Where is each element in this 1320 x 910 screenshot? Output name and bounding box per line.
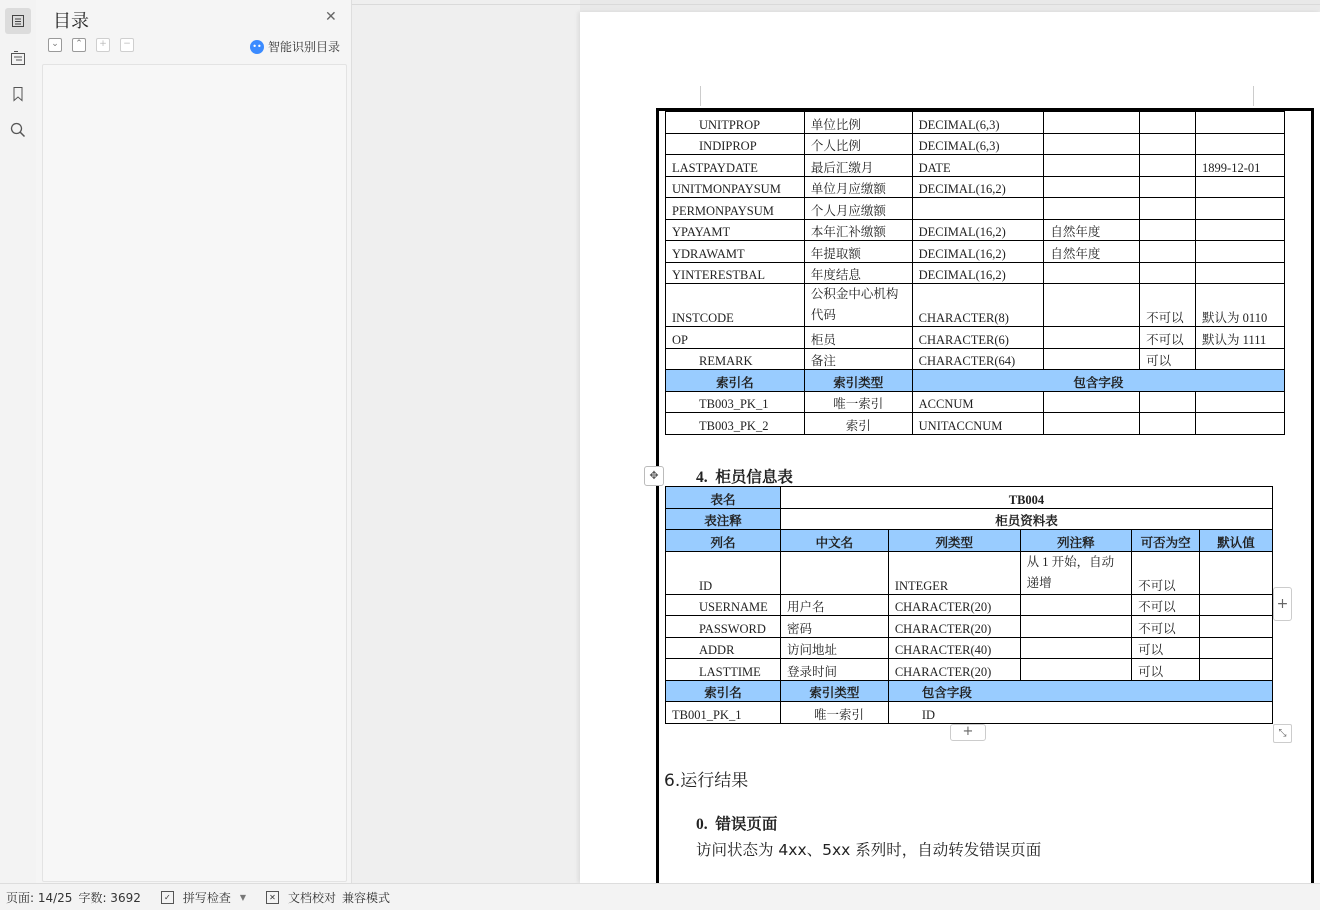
table-cell[interactable]: CHARACTER(8) (912, 284, 1044, 327)
table-cell[interactable]: DECIMAL(16,2) (912, 176, 1044, 198)
table-cell[interactable]: 密码 (780, 616, 888, 638)
table-cell[interactable] (1140, 219, 1196, 241)
column-name-cell[interactable]: LASTTIME (666, 659, 781, 681)
table-cell[interactable]: 不可以 (1140, 284, 1196, 327)
column-name-cell[interactable]: LASTPAYDATE (666, 155, 805, 177)
table-row (666, 616, 1273, 638)
smart-toc-icon: •• (250, 40, 264, 54)
header-cell[interactable]: 包含字段 (888, 680, 1272, 702)
table-cell[interactable] (1140, 112, 1196, 134)
smart-toc-label: 智能识别目录 (268, 40, 341, 54)
table-comment-label: 表注释 (666, 508, 781, 530)
table-cell[interactable]: 自然年度 (1044, 241, 1140, 263)
table-cell[interactable] (1020, 594, 1132, 616)
table-cell[interactable] (1200, 551, 1273, 594)
table-cell[interactable]: 不可以 (1132, 594, 1200, 616)
column-name-cell[interactable]: YINTERESTBAL (666, 262, 805, 284)
table-row (666, 659, 1273, 681)
table-cell[interactable] (1196, 176, 1285, 198)
table-row (666, 284, 1285, 327)
checkbox-icon: ✓ (161, 891, 174, 904)
column-name-cell[interactable]: UNITPROP (666, 112, 805, 134)
index-field-cell[interactable]: ID (888, 702, 1272, 724)
table-cell[interactable] (1140, 241, 1196, 263)
section-number: 4. (696, 469, 708, 486)
proofread-icon: ✕ (266, 891, 279, 904)
proofread-button[interactable] (260, 889, 336, 906)
table-cell[interactable] (1200, 637, 1273, 659)
table-cell[interactable]: CHARACTER(20) (888, 659, 1020, 681)
table-cell[interactable] (1196, 262, 1285, 284)
table-cell[interactable] (1044, 262, 1140, 284)
table-cell[interactable]: 公积金中心机构代码 (804, 284, 912, 327)
table-cell[interactable] (1044, 413, 1140, 435)
table-row (666, 348, 1285, 370)
table-cell[interactable] (1020, 637, 1132, 659)
table-cell[interactable] (1140, 262, 1196, 284)
table-cell[interactable]: 个人比例 (804, 133, 912, 155)
page-indicator[interactable]: 页面: 14/25 (6, 890, 73, 905)
table-cell[interactable]: 可以 (1132, 637, 1200, 659)
table-cell[interactable]: DATE (912, 155, 1044, 177)
column-name-cell[interactable]: USERNAME (666, 594, 781, 616)
table-cell[interactable]: DECIMAL(6,3) (912, 133, 1044, 155)
table-cell[interactable] (1196, 348, 1285, 370)
column-header-row (666, 530, 1273, 552)
table-cell[interactable] (1140, 391, 1196, 413)
compat-mode[interactable]: 兼容模式 (342, 890, 391, 905)
smart-toc-button[interactable] (250, 38, 340, 55)
table-cell[interactable] (780, 551, 888, 594)
table-cell[interactable]: 登录时间 (780, 659, 888, 681)
table-cell[interactable] (1196, 413, 1285, 435)
header-cell[interactable]: 列类型 (888, 530, 1020, 552)
page-corner-mark (1253, 86, 1254, 106)
table-cell[interactable]: 备注 (804, 348, 912, 370)
header-cell[interactable]: 列注释 (1020, 530, 1132, 552)
table-cell[interactable] (1044, 155, 1140, 177)
table-row (666, 155, 1285, 177)
status-bar (0, 883, 1320, 910)
proofread-label: 文档校对 (288, 890, 337, 905)
heading-run-results: 6.运行结果 (664, 771, 749, 791)
body-paragraph: 访问状态为 4xx、5xx 系列时，自动转发错误页面 (696, 841, 1042, 859)
table-cell[interactable] (1200, 616, 1273, 638)
table-cell[interactable]: DECIMAL(16,2) (912, 219, 1044, 241)
table-cell[interactable]: CHARACTER(64) (912, 348, 1044, 370)
table-row (666, 241, 1285, 263)
column-name-cell[interactable]: REMARK (666, 348, 805, 370)
section-heading (696, 812, 777, 834)
table-cell[interactable] (1044, 284, 1140, 327)
table-cell[interactable]: DECIMAL(6,3) (912, 112, 1044, 134)
table-row (666, 176, 1285, 198)
column-name-cell[interactable]: ADDR (666, 637, 781, 659)
table-row (666, 219, 1285, 241)
header-cell[interactable]: 索引名 (666, 680, 781, 702)
table-cell[interactable]: CHARACTER(20) (888, 616, 1020, 638)
table-cell[interactable]: DECIMAL(16,2) (912, 262, 1044, 284)
table-cell[interactable]: 不可以 (1132, 616, 1200, 638)
column-name-cell[interactable]: INSTCODE (666, 284, 805, 327)
table-cell[interactable] (1196, 133, 1285, 155)
table-move-handle-icon[interactable]: ✥ (644, 466, 664, 486)
table-cell[interactable]: CHARACTER(40) (888, 637, 1020, 659)
table-cell[interactable]: 访问地址 (780, 637, 888, 659)
table-row (666, 391, 1285, 413)
table-cell[interactable] (1196, 219, 1285, 241)
header-cell[interactable]: 可否为空 (1132, 530, 1200, 552)
header-cell[interactable]: 索引类型 (780, 680, 888, 702)
table-cell[interactable] (1044, 327, 1140, 349)
table-cell[interactable] (1020, 659, 1132, 681)
table-row (666, 112, 1285, 134)
index-name-cell[interactable]: TB001_PK_1 (666, 702, 781, 724)
word-count[interactable]: 字数: 3692 (78, 890, 141, 905)
column-name-cell[interactable]: YDRAWAMT (666, 241, 805, 263)
table-cell[interactable]: DECIMAL(16,2) (912, 241, 1044, 263)
table-cell[interactable]: 单位月应缴额 (804, 176, 912, 198)
table-cell[interactable]: 用户名 (780, 594, 888, 616)
section-heading (696, 465, 793, 487)
table-cell[interactable]: 默认为 1111 (1196, 327, 1285, 349)
section-title: 柜员信息表 (715, 468, 793, 486)
table-cell[interactable] (1044, 348, 1140, 370)
table-cell[interactable] (1044, 133, 1140, 155)
add-row-icon[interactable]: + (950, 724, 986, 741)
table-cell[interactable] (1020, 616, 1132, 638)
table-cell[interactable]: 不可以 (1132, 551, 1200, 594)
table-cell[interactable] (1140, 198, 1196, 220)
table-row (666, 327, 1285, 349)
table-row (666, 133, 1285, 155)
table-cell[interactable] (1196, 112, 1285, 134)
page-corner-mark (700, 86, 701, 106)
spell-check-button[interactable] (155, 889, 246, 906)
table-cell[interactable] (1200, 659, 1273, 681)
index-name-cell[interactable]: TB003_PK_2 (666, 413, 805, 435)
table-cell[interactable] (1200, 594, 1273, 616)
header-cell[interactable]: 列名 (666, 530, 781, 552)
index-type-cell[interactable]: 唯一索引 (780, 702, 888, 724)
table-cell[interactable]: 自然年度 (1044, 219, 1140, 241)
top-divider (352, 4, 1320, 5)
table-row (666, 198, 1285, 220)
left-rail (0, 0, 37, 883)
column-name-cell[interactable]: UNITMONPAYSUM (666, 176, 805, 198)
close-icon[interactable]: ✕ (325, 9, 337, 25)
index-type-cell[interactable]: 索引 (804, 413, 912, 435)
table-comment-value: 柜员资料表 (780, 508, 1272, 530)
table-cell[interactable] (1140, 413, 1196, 435)
table-row (666, 413, 1285, 435)
table-cell[interactable] (1044, 112, 1140, 134)
table-tb004[interactable] (665, 486, 1273, 724)
bookmark-icon[interactable] (8, 84, 28, 104)
index-header-row (666, 680, 1273, 702)
table-row (666, 594, 1273, 616)
table-row (666, 262, 1285, 284)
spell-check-label: 拼写检查 (182, 890, 231, 905)
table-cell[interactable] (1044, 391, 1140, 413)
header-cell[interactable]: 包含字段 (912, 370, 1284, 392)
remove-heading-icon[interactable]: − (120, 38, 134, 52)
section-number: 0. (696, 816, 708, 833)
table-cell[interactable]: 年度结息 (804, 262, 912, 284)
index-field-cell[interactable]: ACCNUM (912, 391, 1044, 413)
toc-panel (36, 0, 352, 883)
table-tb003[interactable] (665, 111, 1285, 435)
column-name-cell[interactable]: PASSWORD (666, 616, 781, 638)
toc-title: 目录 (53, 11, 89, 32)
table-cell[interactable]: 年提取额 (804, 241, 912, 263)
header-cell[interactable]: 索引名 (666, 370, 805, 392)
table-name-value: TB004 (780, 487, 1272, 509)
table-row (666, 551, 1273, 594)
table-cell[interactable] (1140, 133, 1196, 155)
expand-all-icon[interactable]: ⌄ (48, 38, 62, 52)
table-row (666, 702, 1273, 724)
table-cell[interactable] (1196, 198, 1285, 220)
index-type-cell[interactable]: 唯一索引 (804, 391, 912, 413)
section-title: 错误页面 (715, 815, 778, 833)
toc-list[interactable] (42, 64, 347, 882)
table-name-label: 表名 (666, 487, 781, 509)
table-cell[interactable]: CHARACTER(20) (888, 594, 1020, 616)
search-icon[interactable] (8, 120, 28, 140)
table-cell[interactable]: 单位比例 (804, 112, 912, 134)
column-name-cell[interactable]: PERMONPAYSUM (666, 198, 805, 220)
table-resize-icon[interactable]: ⤡ (1273, 724, 1292, 743)
add-column-icon[interactable]: + (1273, 587, 1292, 621)
table-cell[interactable]: 可以 (1132, 659, 1200, 681)
table-cell[interactable] (1044, 176, 1140, 198)
outline-icon[interactable] (8, 48, 28, 68)
index-name-cell[interactable]: TB003_PK_1 (666, 391, 805, 413)
table-cell[interactable] (1044, 198, 1140, 220)
table-cell[interactable] (1196, 241, 1285, 263)
table-cell[interactable]: 从 1 开始，自动递增 (1020, 551, 1132, 594)
table-cell[interactable]: INTEGER (888, 551, 1020, 594)
table-cell[interactable]: 可以 (1140, 348, 1196, 370)
table-cell[interactable] (1140, 155, 1196, 177)
table-cell[interactable] (1140, 176, 1196, 198)
table-cell[interactable]: 个人月应缴额 (804, 198, 912, 220)
add-heading-icon[interactable]: + (96, 38, 110, 52)
table-cell[interactable]: 柜员 (804, 327, 912, 349)
header-cell[interactable]: 默认值 (1200, 530, 1273, 552)
header-cell[interactable]: 索引类型 (804, 370, 912, 392)
canvas-gap (352, 0, 580, 883)
table-cell[interactable]: CHARACTER(6) (912, 327, 1044, 349)
table-cell[interactable]: 不可以 (1140, 327, 1196, 349)
chevron-down-icon: ▼ (239, 892, 247, 902)
toc-toolbar (48, 38, 134, 52)
index-field-cell[interactable]: UNITACCNUM (912, 413, 1044, 435)
column-name-cell[interactable]: INDIPROP (666, 133, 805, 155)
table-row (666, 637, 1273, 659)
table-cell[interactable]: 最后汇缴月 (804, 155, 912, 177)
column-name-cell[interactable]: ID (666, 551, 781, 594)
table-cell[interactable]: 本年汇补缴额 (804, 219, 912, 241)
table-cell[interactable] (912, 198, 1044, 220)
column-name-cell[interactable]: OP (666, 327, 805, 349)
toc-icon[interactable] (5, 8, 31, 34)
collapse-all-icon[interactable]: ⌃ (72, 38, 86, 52)
index-header-row (666, 370, 1285, 392)
table-cell[interactable]: 默认为 0110 (1196, 284, 1285, 327)
column-name-cell[interactable]: YPAYAMT (666, 219, 805, 241)
header-cell[interactable]: 中文名 (780, 530, 888, 552)
table-cell[interactable]: 1899-12-01 (1196, 155, 1285, 177)
table-cell[interactable] (1196, 391, 1285, 413)
